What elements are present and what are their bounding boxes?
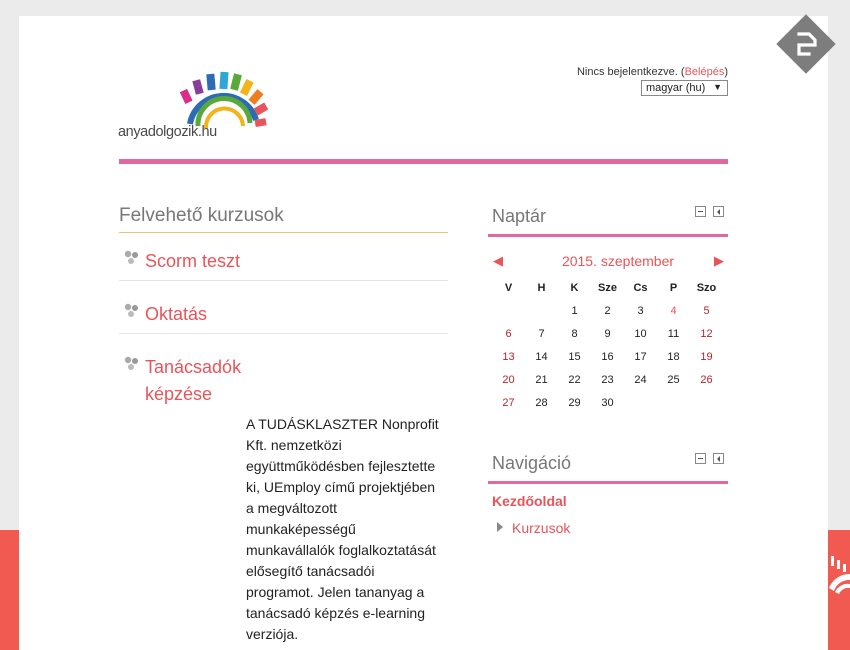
- login-info: Nincs bejelentkezve. (Belépés): [576, 66, 728, 78]
- calendar-day[interactable]: 27: [502, 397, 515, 409]
- course-name-line: képzése: [145, 384, 213, 404]
- title-underline: [119, 232, 448, 233]
- calendar-day[interactable]: 25: [667, 374, 680, 386]
- description-line: a megváltozott: [246, 500, 338, 516]
- calendar-day[interactable]: 28: [535, 397, 548, 409]
- minimize-block-icon[interactable]: [695, 206, 706, 217]
- dock-block-icon[interactable]: [713, 206, 724, 217]
- course-item-oktatas: [119, 301, 448, 331]
- course-divider: [119, 333, 448, 334]
- weekday-header: P: [669, 282, 678, 294]
- description-line: Kft. nemzetközi: [246, 437, 342, 453]
- calendar-day[interactable]: 11: [667, 328, 680, 340]
- weekday-header: H: [537, 282, 546, 294]
- calendar-day[interactable]: 9: [604, 328, 611, 340]
- weekday-header: Cs: [633, 282, 648, 294]
- calendar-day[interactable]: 17: [634, 351, 647, 363]
- calendar-month[interactable]: 2015. szeptember: [561, 253, 675, 269]
- weekday-header: V: [504, 282, 513, 294]
- calendar-day[interactable]: 18: [667, 351, 680, 363]
- course-item-scorm: [119, 248, 448, 278]
- calendar-day[interactable]: 15: [568, 351, 581, 363]
- chevron-right-icon[interactable]: ▶: [714, 253, 724, 268]
- calendar-day[interactable]: 12: [700, 328, 713, 340]
- description-line: elősegítő tanácsadói: [246, 563, 375, 579]
- expand-arrow-icon[interactable]: [497, 522, 503, 532]
- nav-item-home[interactable]: Kezdőoldal: [492, 493, 567, 509]
- corner-logo-fragment: [825, 530, 850, 620]
- description-line: tanácsadó képzés e-learning: [246, 605, 426, 621]
- description-line: A TUDÁSKLASZTER Nonprofit: [246, 416, 439, 432]
- header-divider: [119, 159, 728, 164]
- calendar-day[interactable]: 5: [703, 305, 710, 317]
- calendar-day[interactable]: 3: [637, 305, 644, 317]
- calendar-day[interactable]: 29: [568, 397, 581, 409]
- calendar-day[interactable]: 16: [601, 351, 614, 363]
- weekday-header: K: [570, 282, 579, 294]
- login-status: Nincs bejelentkezve.: [576, 66, 678, 78]
- calendar-empty-cell: [657, 397, 690, 420]
- description-line: együttműködésben fejlesztette: [246, 458, 436, 474]
- minimize-block-icon[interactable]: [695, 453, 706, 464]
- calendar-day[interactable]: 23: [601, 374, 614, 386]
- calendar-day[interactable]: 24: [634, 374, 647, 386]
- calendar-day[interactable]: 10: [634, 328, 647, 340]
- weekday-header: Sze: [598, 282, 617, 294]
- weekday-header: Szo: [696, 282, 717, 294]
- calendar-day[interactable]: 6: [505, 328, 512, 340]
- calendar-empty-cell: [492, 305, 525, 328]
- calendar-day[interactable]: 20: [502, 374, 515, 386]
- calendar-day[interactable]: 21: [535, 374, 548, 386]
- calendar-day[interactable]: 1: [571, 305, 578, 317]
- description-line: munkaképességű: [246, 521, 356, 537]
- description-line: programot. Jelen tananyag a: [246, 584, 425, 600]
- course-link-scorm[interactable]: Scorm teszt: [145, 251, 241, 271]
- description-line: munkavállalók foglalkoztatását: [246, 542, 436, 558]
- navigation-title: Navigáció: [492, 453, 572, 473]
- calendar-empty-cell: [624, 397, 657, 420]
- calendar-day[interactable]: 7: [538, 328, 545, 340]
- calendar-day[interactable]: 8: [571, 328, 578, 340]
- calendar-day[interactable]: 2: [604, 305, 611, 317]
- calendar-day[interactable]: 30: [601, 397, 614, 409]
- available-courses-title: Felvehető kurzusok: [119, 205, 284, 226]
- calendar-empty-cell: [525, 305, 558, 328]
- course-description: [246, 414, 446, 645]
- calendar-day[interactable]: 4: [670, 305, 677, 317]
- language-select[interactable]: [641, 80, 728, 96]
- navigation-divider: [488, 481, 728, 484]
- calendar-day[interactable]: 14: [535, 351, 548, 363]
- description-line: verziója.: [246, 626, 299, 642]
- login-link[interactable]: Belépés: [684, 66, 725, 78]
- calendar-day[interactable]: 26: [700, 374, 713, 386]
- nav-item-courses[interactable]: [497, 520, 570, 536]
- chevron-left-icon[interactable]: ◀: [493, 253, 503, 268]
- corner-badge-icon[interactable]: [771, 9, 841, 79]
- calendar-divider: [488, 234, 728, 237]
- course-icon: [123, 302, 140, 319]
- calendar-title: Naptár: [492, 206, 547, 226]
- dock-block-icon[interactable]: [713, 453, 724, 464]
- page-container: [19, 16, 828, 650]
- description-line: ki, UEmploy című projektjében: [246, 479, 436, 495]
- calendar-day[interactable]: 19: [700, 351, 713, 363]
- nav-item-courses-label: Kurzusok: [512, 520, 571, 536]
- course-icon: [123, 249, 140, 266]
- calendar-empty-cell: [690, 397, 723, 420]
- calendar-day[interactable]: 22: [568, 374, 581, 386]
- logo-text: anyadolgozik.hu: [118, 124, 217, 140]
- course-name-line: Tanácsadók: [145, 357, 242, 377]
- language-value: magyar (hu): [646, 82, 706, 94]
- course-icon: [123, 355, 140, 372]
- calendar-grid: [492, 282, 723, 420]
- chevron-down-icon: ▼: [713, 82, 722, 92]
- site-logo[interactable]: [118, 70, 268, 154]
- course-link-tanacsadok[interactable]: [145, 354, 241, 408]
- course-link-oktatas[interactable]: Oktatás: [145, 304, 208, 324]
- logo-graphic: [118, 70, 268, 154]
- course-item-tanacsadok: [119, 354, 448, 410]
- course-divider: [119, 280, 448, 281]
- calendar-day[interactable]: 13: [502, 351, 515, 363]
